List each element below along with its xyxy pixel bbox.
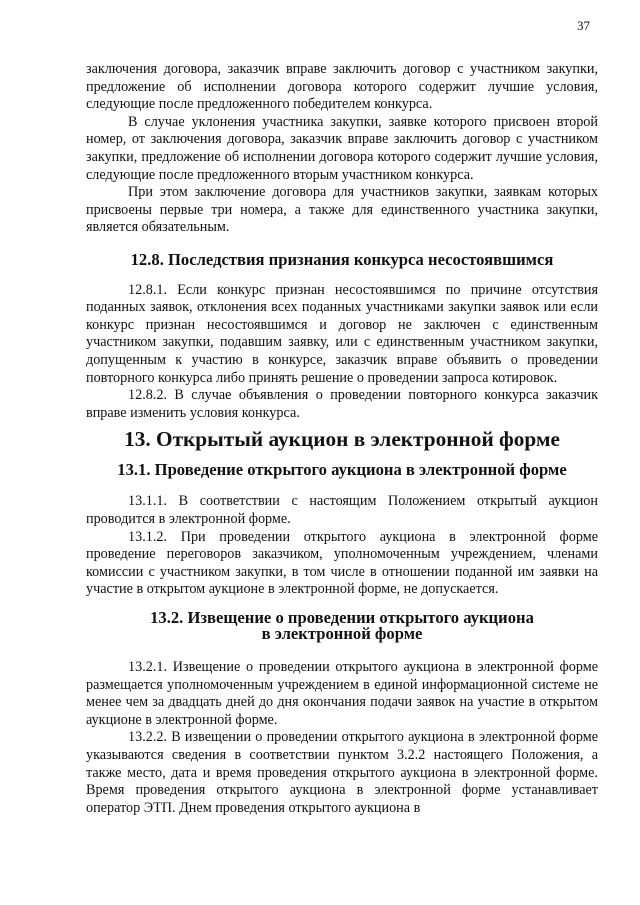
heading-13-2-line1: 13.2. Извещение о проведении открытого аукциона xyxy=(150,608,534,628)
paragraph-13-1-1: 13.1.1. В соответствии с настоящим Положением открытый аукцион проводится в электронной форме. xyxy=(86,493,598,528)
paragraph-second-participant: В случае уклонения участника закупки, заявке которого присвоен второй номер, от заключения договора, заказчик вправе заключить договор с участником закупки, предложение об исполнении договора которого содержит лучшие условия, следующие после предложенного вторым участником конкурса. xyxy=(86,113,598,183)
paragraph-continuation: заключения договора, заказчик вправе заключить договор с участником закупки, предложение об исполнении договора которого содержит лучшие условия, следующие после предложенного победителем конкурса. xyxy=(86,61,598,113)
heading-13-2-line2: в электронной форме xyxy=(261,623,423,643)
paragraph-13-1-2: 13.1.2. При проведении открытого аукциона в электронной форме проведение переговоров заказчиком, уполномоченным учреждением, членами комиссии с участником закупки, в том числе в отношении поданной им заявки на участие в открытом аукционе в электронной форме, не допускается. xyxy=(86,528,598,598)
paragraph-12-8-2: 12.8.2. В случае объявления о проведении повторного конкурса заказчик вправе изменить условия конкурса. xyxy=(86,387,598,421)
heading-12-8: 12.8. Последствия признания конкурса несостоявшимся xyxy=(130,249,554,269)
paragraph-13-2-1: 13.2.1. Извещение о проведении открытого аукциона в электронной форме размещается уполномоченным учреждением в единой информационной системе не менее чем за двадцать дней до дня окончания подачи заявок на участие в открытом аукционе в электронной форме. xyxy=(86,659,598,728)
heading-13: 13. Открытый аукцион в электронной форме xyxy=(124,427,560,452)
paragraph-12-8-1: 12.8.1. Если конкурс признан несостоявшимся по причине отсутствия поданных заявок, отклонения всех поданных участниками закупки заявок или если конкурс признан несостоявшимся и договор не заключен с единственным участником закупки, подавшим заявку, или с единственным участником закупки, допущенным к участию в конкурсе, заказчик вправе объявить о проведении повторного конкурса либо принять решение о проведении запроса котировок. xyxy=(86,281,598,386)
heading-13-1: 13.1. Проведение открытого аукциона в электронной форме xyxy=(117,459,567,479)
page-number: 37 xyxy=(577,18,590,33)
heading-13-2 xyxy=(86,610,598,641)
paragraph-mandatory-contract: При этом заключение договора для участников закупки, заявкам которых присвоены первые три номера, а также для единственного участника закупки, является обязательным. xyxy=(86,184,598,236)
paragraph-13-2-2: 13.2.2. В извещении о проведении открытого аукциона в электронной форме указываются сведения в соответствии пунктом 3.2.2 настоящего Положения, а также место, дата и время проведения открытого аукциона в электронной форме. Время проведения открытого аукциона в электронной форме устанавливает оператор ЭТП. Днем проведения открытого аукциона в xyxy=(86,729,598,816)
page-content xyxy=(86,61,598,817)
